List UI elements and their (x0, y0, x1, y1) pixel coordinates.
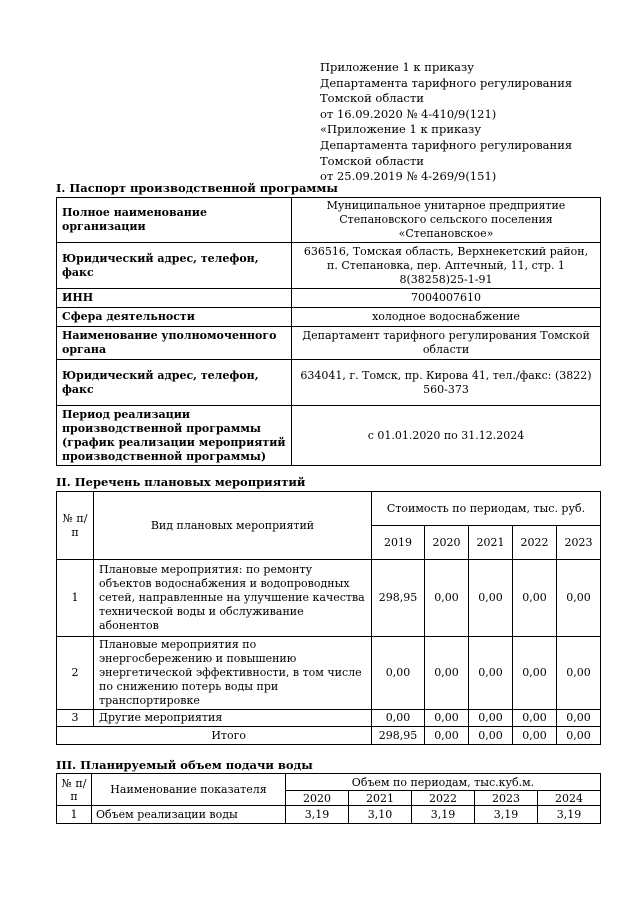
table-row (57, 637, 601, 710)
row-value: 3,19 (475, 806, 538, 824)
row-value: 0,00 (425, 637, 469, 710)
row-num: 1 (57, 806, 92, 824)
row-name: Объем реализации воды (92, 806, 286, 824)
col-volume-header: Объем по периодам, тыс.куб.м. (286, 774, 601, 791)
header-line: Томской области (320, 91, 424, 106)
header-line: от 16.09.2020 № 4-410/9(121) (320, 106, 497, 121)
row-value: 0,00 (469, 710, 513, 727)
row-value: 3,19 (538, 806, 601, 824)
row-value: 0,00 (557, 637, 601, 710)
total-value: 0,00 (513, 727, 557, 745)
total-label: Итого (57, 727, 372, 745)
year-header: 2021 (349, 791, 412, 806)
row-value: 0,00 (513, 710, 557, 727)
col-num-header: № п/п (57, 774, 92, 806)
row-value: 0,00 (513, 637, 557, 710)
volume-table (56, 773, 601, 824)
row-value: 634041, г. Томск, пр. Кирова 41, тел./факс: (3822) 560-373 (292, 360, 601, 406)
row-value: 0,00 (425, 560, 469, 637)
row-label: Юридический адрес, телефон, факс (57, 243, 292, 289)
header-line: Департамента тарифного регулирования (320, 75, 573, 90)
row-value: 0,00 (425, 710, 469, 727)
row-value: 3,10 (349, 806, 412, 824)
year-header: 2023 (475, 791, 538, 806)
header-line: от 25.09.2019 № 4-269/9(151) (320, 169, 497, 184)
table-row (57, 289, 601, 308)
header-line: «Приложение 1 к приказу (320, 122, 482, 137)
table-header-row (57, 774, 601, 791)
year-header: 2020 (286, 791, 349, 806)
table-row (57, 243, 601, 289)
row-value: 0,00 (372, 637, 425, 710)
table-row (57, 710, 601, 727)
row-label: Период реализации производственной программы (график реализации мероприятий производственной программы) (57, 406, 292, 466)
table-row (57, 406, 601, 466)
section2-title: II. Перечень плановых мероприятий (56, 475, 306, 489)
total-value: 0,00 (425, 727, 469, 745)
total-value: 0,00 (557, 727, 601, 745)
row-num: 2 (57, 637, 94, 710)
row-label: Наименование уполномоченного органа (57, 327, 292, 360)
year-header: 2022 (412, 791, 475, 806)
row-value: с 01.01.2020 по 31.12.2024 (292, 406, 601, 466)
row-value: Муниципальное унитарное предприятие Степановского сельского поселения «Степановское» (292, 198, 601, 243)
row-label: Юридический адрес, телефон, факс (57, 360, 292, 406)
row-value: 0,00 (372, 710, 425, 727)
row-value: 0,00 (469, 560, 513, 637)
table-header-row (57, 492, 601, 526)
row-value: Департамент тарифного регулирования Томской области (292, 327, 601, 360)
row-value: 636516, Томская область, Верхнекетский район, п. Степановка, пер. Аптечный, 11, стр. 1 8(38258)25-1-91 (292, 243, 601, 289)
year-header: 2021 (469, 526, 513, 560)
header-line: Томской области (320, 153, 424, 168)
row-value: 0,00 (469, 637, 513, 710)
row-name: Плановые мероприятия: по ремонту объектов водоснабжения и водопроводных сетей, направленные на улучшение качества технической воды и обслуживание абонентов (94, 560, 372, 637)
total-value: 0,00 (469, 727, 513, 745)
table-row (57, 308, 601, 327)
header-line: Департамента тарифного регулирования (320, 137, 573, 152)
section3-title: III. Планируемый объем подачи воды (56, 758, 313, 772)
year-header: 2020 (425, 526, 469, 560)
row-label: ИНН (57, 289, 292, 308)
total-row (57, 727, 601, 745)
measures-table (56, 491, 601, 745)
year-header: 2024 (538, 791, 601, 806)
table-row (57, 198, 601, 243)
col-name-header: Вид плановых мероприятий (94, 492, 372, 560)
row-num: 1 (57, 560, 94, 637)
row-value: 0,00 (513, 560, 557, 637)
passport-table (56, 197, 601, 466)
row-value: 298,95 (372, 560, 425, 637)
row-label: Полное наименование организации (57, 198, 292, 243)
row-value: 3,19 (412, 806, 475, 824)
row-value: холодное водоснабжение (292, 308, 601, 327)
row-num: 3 (57, 710, 94, 727)
table-row (57, 327, 601, 360)
row-value: 3,19 (286, 806, 349, 824)
col-name-header: Наименование показателя (92, 774, 286, 806)
table-row (57, 560, 601, 637)
row-value: 0,00 (557, 560, 601, 637)
row-name: Другие мероприятия (94, 710, 372, 727)
header-line: Приложение 1 к приказу (320, 60, 475, 74)
col-cost-header: Стоимость по периодам, тыс. руб. (372, 492, 601, 526)
year-header: 2022 (513, 526, 557, 560)
row-value: 7004007610 (292, 289, 601, 308)
order-header (320, 60, 572, 185)
row-label: Сфера деятельности (57, 308, 292, 327)
year-header: 2023 (557, 526, 601, 560)
table-row (57, 806, 601, 824)
row-name: Плановые мероприятия по энергосбережению и повышению энергетической эффективности, в том числе по снижению потерь воды при транспортировке (94, 637, 372, 710)
table-row (57, 360, 601, 406)
col-num-header: № п/п (57, 492, 94, 560)
section1-title: I. Паспорт производственной программы (56, 181, 338, 195)
total-value: 298,95 (372, 727, 425, 745)
row-value: 0,00 (557, 710, 601, 727)
year-header: 2019 (372, 526, 425, 560)
